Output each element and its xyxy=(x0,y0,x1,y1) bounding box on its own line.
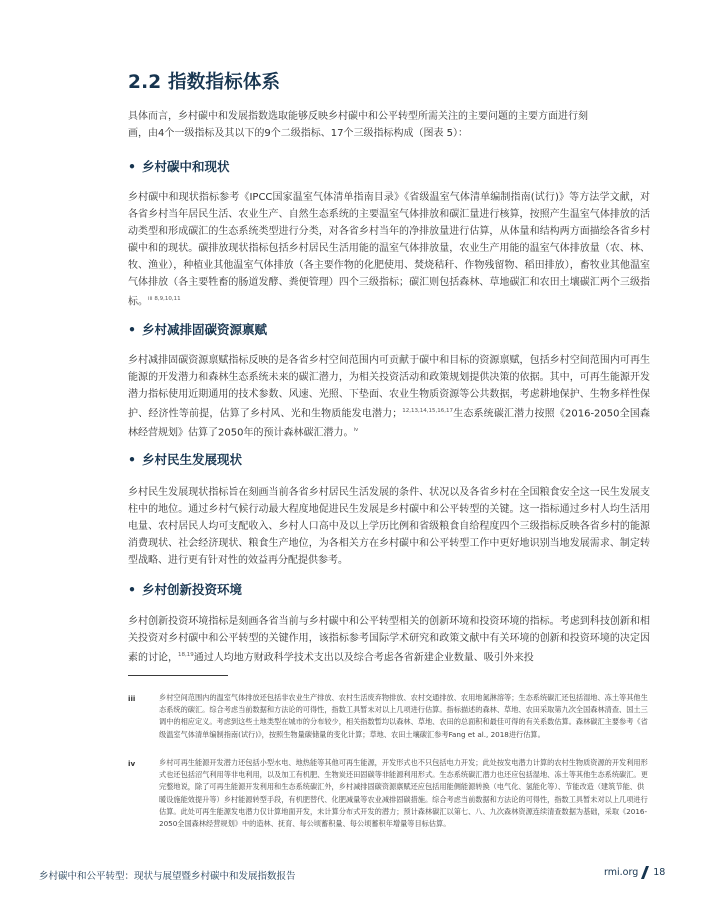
section-heading-label: 乡村创新投资环境 xyxy=(142,582,243,597)
section-body-text: 乡村碳中和现状指标参考《IPCC国家温室气体清单指南目录》《省级温室气体清单编制指南(试行)》等方法学文献，对各省乡村当年居民生活、农业生产、自然生态系统的主要温室气体排放和碳汇量进行核算，按照产生温室气体排放的活动类型和形成碳汇的生态系统类型进行分类，对各省乡村当年的净排放量进行估算，从体量和结构两方面描绘各省乡村碳中和的现状。碳排放现状指标包括乡村居民生活用能的温室气体排放量，农业生产用能的温室气体排放量（农、林、牧、渔业），种植业其他温室气体排放（各主要作物的化肥使用、焚烧秸秆、作物残留物、稻田排放），畜牧业其他温室气体排放（各主要牲畜的肠道发酵、粪便管理）四个三级指标；碳汇则包括森林、草地碳汇和农田土壤碳汇两个三级指标。 xyxy=(128,192,650,308)
section-body-carbon-status xyxy=(128,189,650,310)
section-body-text: 乡村创新投资环境指标是刻画各省当前与乡村碳中和公平转型相关的创新环境和投资环境的指标。考虑到科技创新和相关投资对乡村碳中和公平转型的关键作用，该指标参考国际学术研究和政策文献中有关环境的创新和投资环境的决定因素的讨论， xyxy=(128,616,650,664)
citation-reference: 12,13,14,15,16,17 xyxy=(402,408,454,414)
footer-report-title: 乡村碳中和公平转型：现状与展望暨乡村碳中和发展指数报告 xyxy=(39,871,296,882)
footer-site-link[interactable]: rmi.org xyxy=(604,867,639,878)
section-heading-label: 乡村减排固碳资源禀赋 xyxy=(142,322,268,337)
footnote-text: 乡村可再生能源开发潜力还包括小型水电、地热能等其他可再生能源，开发形式也不只包括电力开发；此处按发电潜力计算的农村生物质资源的开发利用形式也还包括沼气利用等非电利用，以及加工有机肥、生物炭还田固碳等非能源利用形式。生态系统碳汇潜力也还应包括湿地、冻土等其他生态系统碳汇。更完整地说，除了可再生能源开发利用和生态系统碳汇外，乡村减排固碳资源禀赋还应包括用能侧能源转换（电气化、氢能化等）、节能改造（建筑节能、供暖设施能效提升等）乡村能源转型手段，有机肥替代、化肥减量等农业减排固碳措施。综合考虑当前数据和方法论的可得性，指数工具暂未对以上几项进行估算。此处可再生能源发电潜力仅计算地面开发，未计算分布式开发的潜力；预计森林碳汇以第七、八、九次森林资源连续清查数据为基础，采取《2016-2050全国森林经营规划》中的造林、抚育、每公顷蓄积量、每公顷蓄积年增量等目标估算。 xyxy=(159,758,648,829)
section-body-innovation xyxy=(128,613,650,666)
section-heading-carbon-status xyxy=(128,157,230,175)
bullet-icon: • xyxy=(128,159,136,174)
bullet-icon: • xyxy=(128,452,136,467)
footnote-reference: iv xyxy=(353,427,359,434)
intro-paragraph: 具体而言，乡村碳中和发展指数选取能够反映乡村碳中和公平转型所需关注的主要问题的主要方面进行刻画，由4个一级指标及其以下的9个二级指标、17个三级指标构成（图表 5）： xyxy=(128,111,588,139)
section-body-text-cont: 生态系统碳汇潜力按照《2016-2050全国森林经营规划》估算了2050年的预计森林碳汇潜力。 xyxy=(128,408,650,439)
section-heading-resource-endowment xyxy=(128,320,267,338)
footnote-divider xyxy=(128,675,228,676)
section-heading-innovation xyxy=(128,580,242,598)
section-body-text: 乡村民生发展现状指标旨在刻画当前各省乡村居民生活发展的条件、状况以及各省乡村在全国粮食安全这一民生发展支柱中的地位。通过乡村气候行动最大程度地促进民生发展是乡村碳中和公平转型的关键。这一指标通过乡村人均生活用电量、农村居民人均可支配收入、乡村人口高中及以上学历比例和省级粮食自给程度四个三级指标反映各省乡村的能源消费现状、社会经济现状、粮食生产地位，为各相关方在乡村碳中和公平转型工作中更好地识别当地发展需求、制定转型战略、进行更有针对性的效益再分配提供参考。 xyxy=(128,487,650,566)
footnote-reference: iii 8,9,10,11 xyxy=(148,296,181,302)
section-body-text-cont: 通过人均地方财政科学技术支出以及综合考虑各省新建企业数量、吸引外来投 xyxy=(193,652,534,664)
section-heading-label: 乡村碳中和现状 xyxy=(142,159,230,174)
section-body-resource-endowment xyxy=(128,352,650,442)
bullet-icon: • xyxy=(128,582,136,597)
bullet-icon: • xyxy=(128,322,136,337)
footnote-marker: iii xyxy=(128,694,136,703)
citation-reference: 18,19 xyxy=(178,652,194,658)
page-title: 2.2 指数指标体系 xyxy=(128,72,281,93)
footer-page-info xyxy=(604,866,665,879)
section-body-livelihood xyxy=(128,484,650,569)
footnote-text: 乡村空间范围内的温室气体排放还包括非农业生产排放、农村生活废弃物排放、农村交通排放、农用地氮淋溶等；生态系统碳汇还包括湿地、冻土等其他生态系统的碳汇。综合考虑当前数据和方法论的可得性，指数工具暂未对以上几项进行估算。指标描述的森林、草地、农田采取第九次全国森林清查、国土三调中的相应定义。考虑到这些土地类型在城市的分布较少，相关指数暂均以森林、草地、农田的总面积和最佳可得的有关系数估算。森林碳汇主要参考《省级温室气体清单编制指南(试行)》，按照生物量碳储量的变化计算；草地、农田土壤碳汇参考Fang et al., 2018进行估算。 xyxy=(159,693,648,739)
slash-divider-icon xyxy=(641,866,649,879)
page-number: 18 xyxy=(653,867,666,878)
section-body-text: 乡村减排固碳资源禀赋指标反映的是各省乡村空间范围内可贡献于碳中和目标的资源禀赋，包括乡村空间范围内可再生能源的开发潜力和森林生态系统未来的碳汇潜力，为相关投资活动和政策规划提供决策的依据。其中，可再生能源开发潜力指标使用近期通用的技术参数、风速、光照、下垫面、农业生物质资源等公共数据，考虑耕地保护、生物多样性保护、经济性等前提，估算了乡村风、光和生物质能发电潜力； xyxy=(128,355,650,420)
section-heading-label: 乡村民生发展现状 xyxy=(142,452,243,467)
footnote-marker: iv xyxy=(128,759,136,768)
section-heading-livelihood xyxy=(128,450,242,468)
